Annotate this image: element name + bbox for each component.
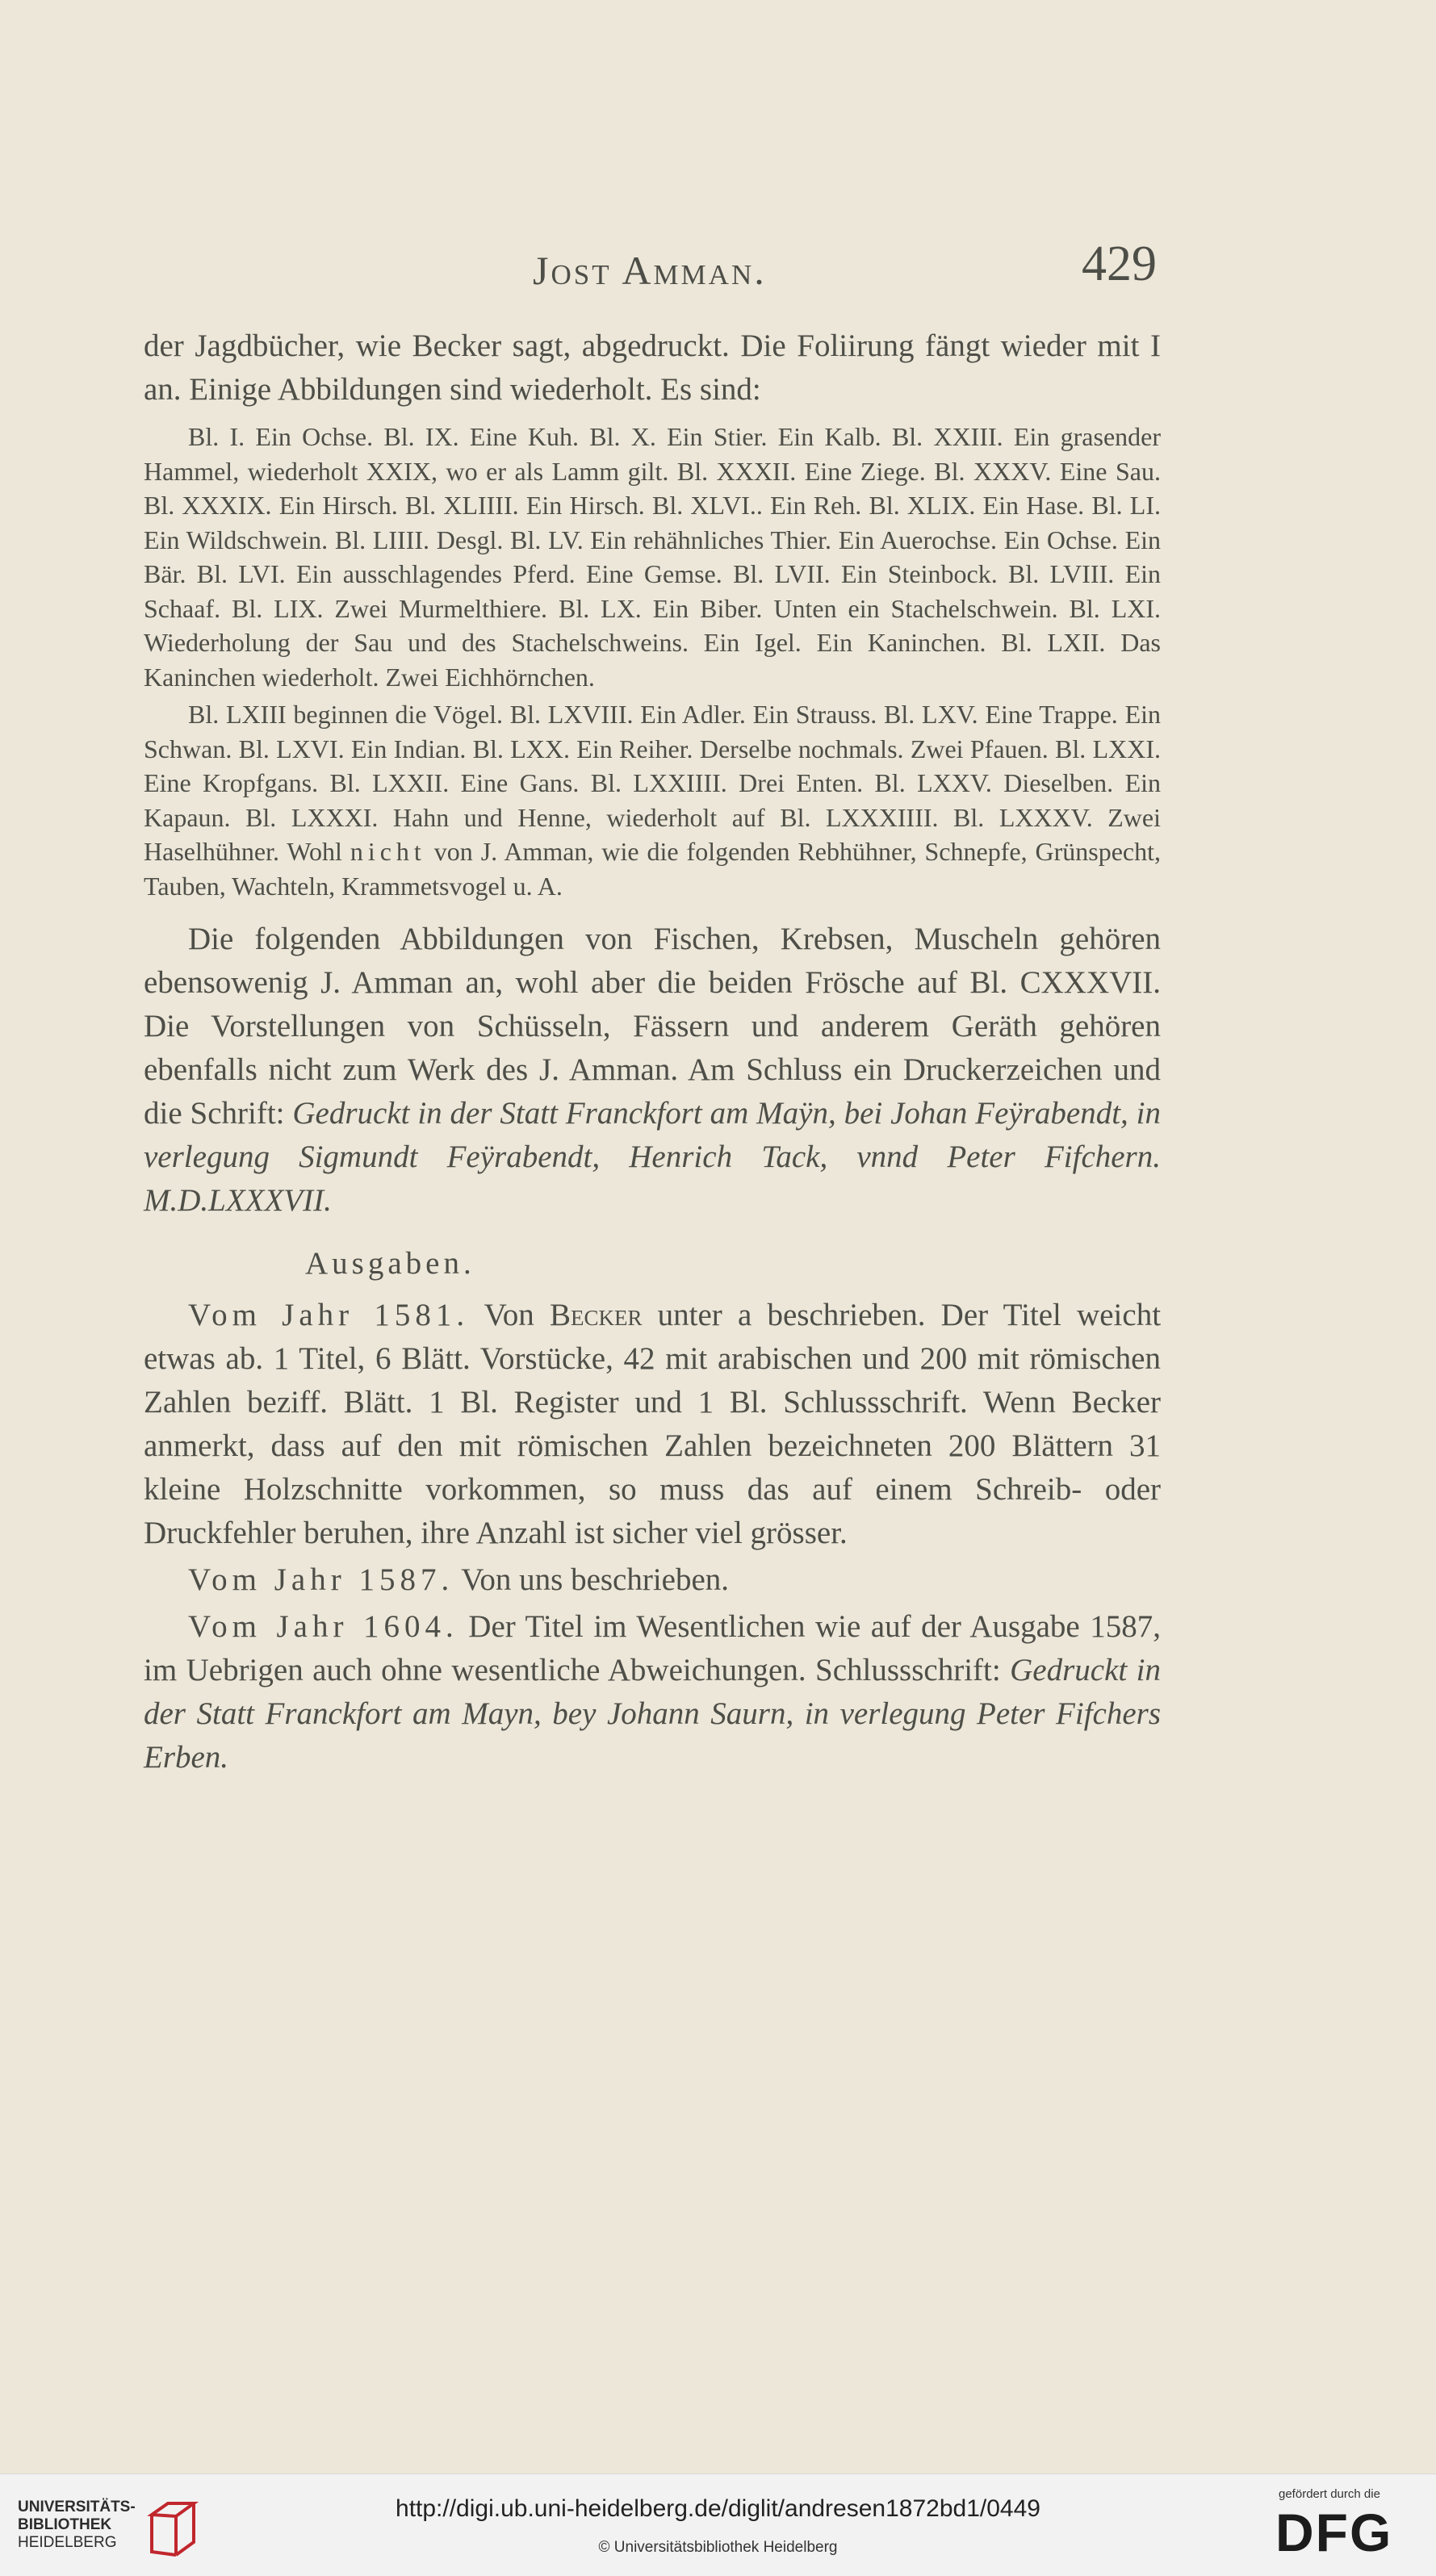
fish-text: Die folgenden Abbildungen von Fischen, Krebsen, Muscheln gehören ebensowenig J. Amman an, wohl aber die beiden Frösche auf Bl. CXXXVII. Die Vorstellungen von Schüsseln, Fässern und anderem Geräth gehören ebenfalls nicht zum Werk des J. Amman. Am Schluss ein Druckerzeichen und die Schrift: bbox=[144, 922, 1161, 1131]
colophon-quote: Gedruckt in der Statt Franckfort am Maÿn, bei Johan Feÿrabendt, in verlegung Sigmundt Feÿrabendt, Henrich Tack, vnnd Peter Fifchern. M.D.LXXXVII. bbox=[144, 1096, 1161, 1218]
section-heading: Ausgaben. bbox=[305, 1246, 475, 1281]
edition-1581-text: unter a beschrieben. Der Titel weicht etwas ab. 1 Titel, 6 Blätt. Vorstücke, 42 mit arabischen und 200 mit römischen Zahlen beziff. Blätt. 1 Bl. Register und 1 Bl. Schlussschrift. Wenn Becker anmerkt, dass auf den mit römischen Zahlen bezeichneten 200 Blättern 31 kleine Holzschnitte vorkommen, so muss das auf einem Schreib- oder Druckfehler beruhen, ihre Anzahl ist sicher viel grösser. bbox=[144, 1298, 1162, 1550]
copyright-notice: © Universitätsbibliothek Heidelberg bbox=[598, 2539, 838, 2556]
edition-1604-year: Vom Jahr 1604. bbox=[188, 1609, 458, 1644]
author-becker: Becker bbox=[549, 1298, 643, 1332]
dfg-logo[interactable] bbox=[1275, 2487, 1421, 2568]
birds-text-end: von J. Amman, wie die folgenden Rebhühner, Schnepfe, Grünspecht, Tauben, Wachteln, Krammetsvogel u. A. bbox=[144, 837, 1162, 901]
library-line-1: UNIVERSITÄTS- bbox=[18, 2499, 136, 2515]
running-header bbox=[0, 236, 1436, 292]
paragraph-fish bbox=[144, 918, 1161, 1223]
edition-1587-year: Vom Jahr 1587. bbox=[188, 1562, 454, 1597]
paragraph-animals: Bl. I. Ein Ochse. Bl. IX. Eine Kuh. Bl. X. Ein Stier. Ein Kalb. Bl. XXIII. Ein grasender Hammel, wiederholt XXIX, wo er als Lamm gilt. Bl. XXXII. Eine Ziege. Bl. XXXV. Eine Sau. Bl. XXXIX. Ein Hirsch. Bl. XLIIII. Ein Hirsch. Bl. XLVI.. Ein Reh. Bl. XLIX. Ein Hase. Bl. LI. Ein Wildschwein. Bl. LIIII. Desgl. Bl. LV. Ein rehähnliches Thier. Ein Auerochse. Ein Ochse. Ein Bär. Bl. LVI. Ein ausschlagendes Pferd. Eine Gemse. Bl. LVII. Ein Steinbock. Bl. LVIII. Ein Schaaf. Bl. LIX. Zwei Murmelthiere. Bl. LX. Ein Biber. Unten ein Stachelschwein. Bl. LXI. Wiederholung der Sau und des Stachelschweins. Ein Igel. Ein Kaninchen. Bl. LXII. Das Kaninchen wiederholt. Zwei Eichhörnchen. bbox=[144, 422, 1161, 692]
edition-1604-text: Der Titel im Wesentlichen wie auf der Ausgabe 1587, im Uebrigen auch ohne wesentliche Abweichungen. Schlussschrift: bbox=[144, 1609, 1162, 1687]
dfg-wordmark: DFG bbox=[1275, 2503, 1393, 2562]
edition-1581-pre: Von bbox=[484, 1298, 534, 1332]
edition-1604 bbox=[144, 1605, 1161, 1779]
funded-by-label: gefördert durch die bbox=[1279, 2487, 1380, 2501]
edition-1581 bbox=[144, 1294, 1161, 1555]
birds-text: Bl. LXIII beginnen die Vögel. Bl. LXVIII. Ein Adler. Ein Strauss. Bl. LXV. Eine Trappe. Ein Schwan. Bl. LXVI. Ein Indian. Bl. LXX. Ein Reiher. Derselbe nochmals. Zwei Pfauen. Bl. LXXI. Eine Kropfgans. Bl. LXXII. Eine Gans. Bl. LXXIIII. Drei Enten. Bl. LXXV. Dieselben. Ein Kapaun. Bl. LXXXI. Hahn und Henne, wiederholt auf Bl. LXXXIIII. Bl. LXXXV. Zwei Haselhühner. Wohl bbox=[144, 700, 1161, 866]
body-text bbox=[144, 324, 1161, 1779]
edition-1581-year: Vom Jahr 1581. bbox=[188, 1298, 470, 1332]
permalink-url[interactable]: http://digi.ub.uni-heidelberg.de/diglit/andresen1872bd1/0449 bbox=[396, 2495, 1040, 2522]
library-line-2: BIBLIOTHEK bbox=[18, 2516, 112, 2533]
emphasis-nicht: nicht bbox=[350, 837, 426, 866]
paragraph-intro: der Jagdbücher, wie Becker sagt, abgedruckt. Die Foliirung fängt wieder mit I an. Einige Abbildungen sind wiederholt. Es sind: bbox=[144, 328, 1161, 407]
library-line-3: HEIDELBERG bbox=[18, 2534, 117, 2551]
page-title: Jost Amman. bbox=[533, 248, 767, 293]
page-number: 429 bbox=[1082, 236, 1157, 291]
edition-1587 bbox=[144, 1558, 1161, 1602]
edition-1604-quote: Gedruckt in der Statt Franckfort am Mayn, bey Johann Saurn, in verlegung Peter Fifchers Erben. bbox=[144, 1653, 1162, 1775]
edition-1587-text: Von uns beschrieben. bbox=[461, 1562, 730, 1597]
paragraph-birds bbox=[144, 697, 1161, 903]
viewer-footer bbox=[0, 2474, 1436, 2576]
